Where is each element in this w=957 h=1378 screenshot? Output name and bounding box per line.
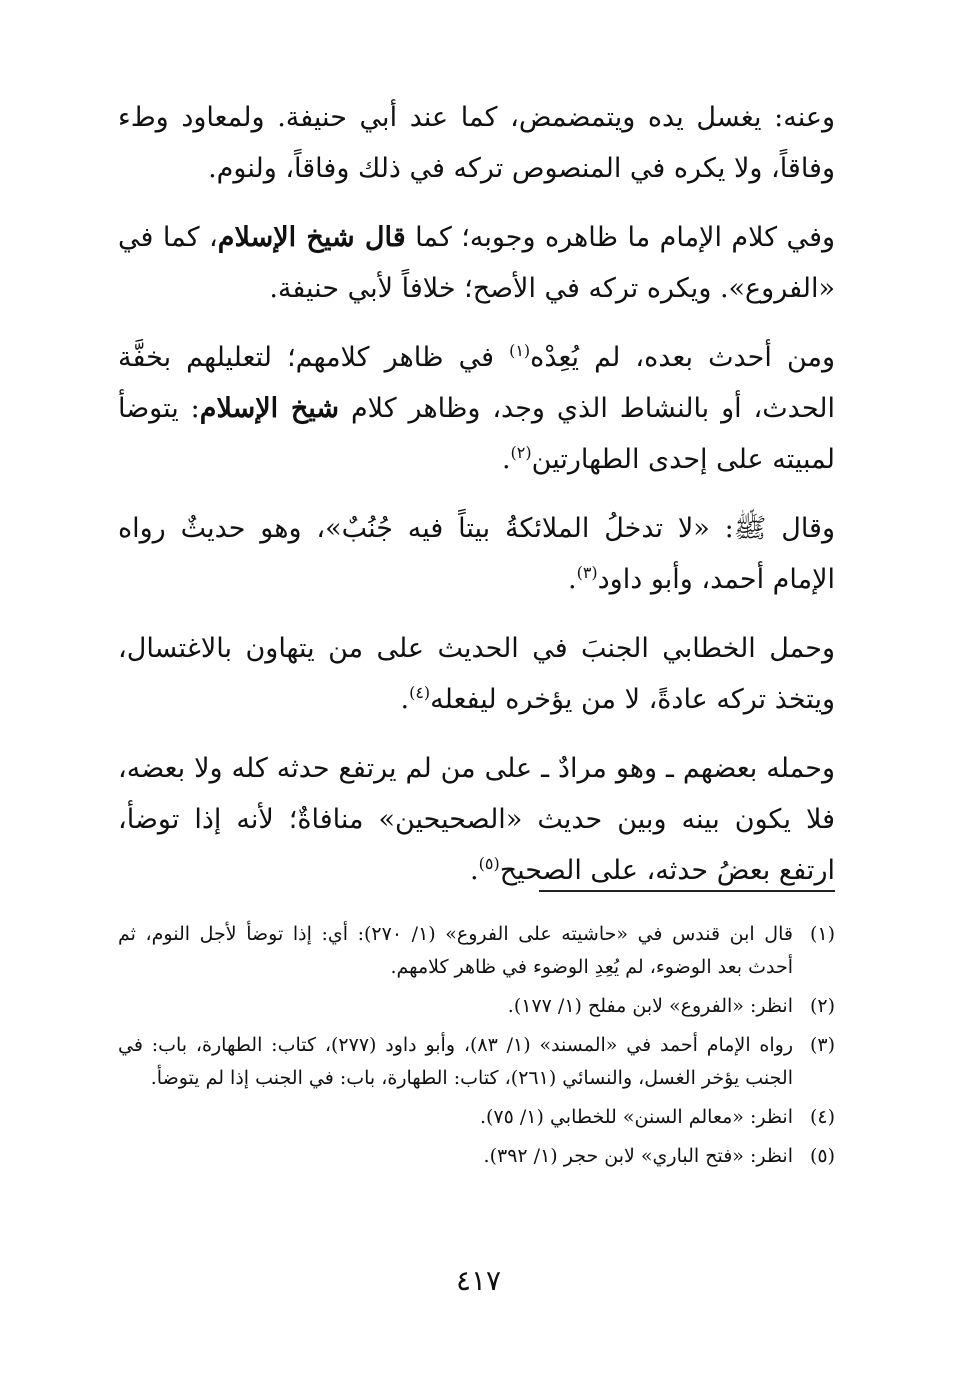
page-number: ٤١٧ [455, 1264, 502, 1297]
footnote-item [118, 918, 835, 984]
paragraph [118, 743, 835, 896]
footnote-item [118, 1140, 835, 1173]
footnote-number: (٥) [809, 1145, 835, 1167]
footnote-marker: (٥) [478, 854, 500, 873]
text-run: . [501, 444, 511, 475]
text-run: . [400, 684, 410, 715]
footnote-number: (٤) [809, 1106, 835, 1128]
text-run: وحمل الخطابي الجنبَ في الحديث على من يتهاون بالاغتسال، ويتخذ تركه عادةً، لا من يؤخره ليفعله [118, 633, 835, 715]
text-run: وقال ﷺ: «لا تدخلُ الملائكةُ بيتاً فيه جُنُبٌ»، وهو حديثٌ رواه الإمام أحمد، وأبو داود [118, 513, 835, 595]
footnote-number: (٣) [809, 1034, 835, 1056]
paragraph [118, 212, 835, 314]
footnote-marker: (٢) [510, 443, 532, 462]
footnote-text: رواه الإمام أحمد في «المسند» (١/ ٨٣)، وأبو داود (٢٧٧)، كتاب: الطهارة، باب: في الجنب يؤخر الغسل، والنسائي (٢٦١)، كتاب: الطهارة، باب: في الجنب إذا لم يتوضأ. [118, 1034, 793, 1089]
footnote-marker: (٣) [576, 563, 598, 582]
paragraph [118, 332, 835, 485]
text-run: في ظاهر كلامهم؛ لتعليلهم بخفَّة الحدث، أو بالنشاط الذي وجد، وظاهر كلام [118, 342, 835, 424]
footnote-text: انظر: «معالم السنن» للخطابي (١/ ٧٥). [479, 1106, 793, 1128]
footnote-text: انظر: «فتح الباري» لابن حجر (١/ ٣٩٢). [483, 1145, 793, 1167]
bold-term: قال شيخ الإسلام [217, 222, 406, 253]
footnote-number: (٢) [809, 995, 835, 1017]
footnote-separator [539, 890, 835, 892]
text-run: : يتوضأ لمبيته على إحدى الطهارتين [118, 393, 835, 475]
footnote-text: انظر: «الفروع» لابن مفلح (١/ ١٧٧). [507, 995, 793, 1017]
footnote-item [118, 990, 835, 1023]
footnote-marker: (٤) [409, 683, 431, 702]
footnotes [118, 918, 835, 1179]
text-run: . [567, 564, 577, 595]
paragraph [118, 92, 835, 194]
main-text [118, 92, 835, 914]
footnote-item [118, 1101, 835, 1134]
footnote-text: قال ابن قندس في «حاشيته على الفروع» (١/ ٢٧٠): أي: إذا توضأ لأجل النوم، ثم أحدث بعد الوضوء، لم يُعِدِ الوضوء في ظاهر كلامهم. [118, 923, 793, 978]
text-run: وحمله بعضهم ـ وهو مرادٌ ـ على من لم يرتفع حدثه كله ولا بعضه، فلا يكون بينه وبين حديث «الصحيحين» منافاةٌ؛ لأنه إذا توضأ، ارتفع بعضُ حدثه، على الصحيح [118, 753, 835, 886]
paragraph [118, 503, 835, 605]
text-run: ، كما في «الفروع». ويكره تركه في الأصح؛ خلافاً لأبي حنيفة. [118, 222, 835, 304]
footnote-number: (١) [809, 923, 835, 945]
text-run: وفي كلام الإمام ما ظاهره وجوبه؛ كما [405, 222, 836, 253]
footnote-marker: (١) [509, 341, 531, 360]
text-run: وعنه: يغسل يده ويتمضمض، كما عند أبي حنيفة. ولمعاود وطء وفاقاً، ولا يكره في المنصوص تركه في ذلك وفاقاً، ولنوم. [118, 102, 835, 184]
paragraph [118, 623, 835, 725]
footnote-item [118, 1029, 835, 1095]
bold-term: شيخ الإسلام [199, 393, 340, 424]
text-run: . [470, 855, 479, 886]
text-run: ومن أحدث بعده، لم يُعِدْه [530, 342, 836, 373]
